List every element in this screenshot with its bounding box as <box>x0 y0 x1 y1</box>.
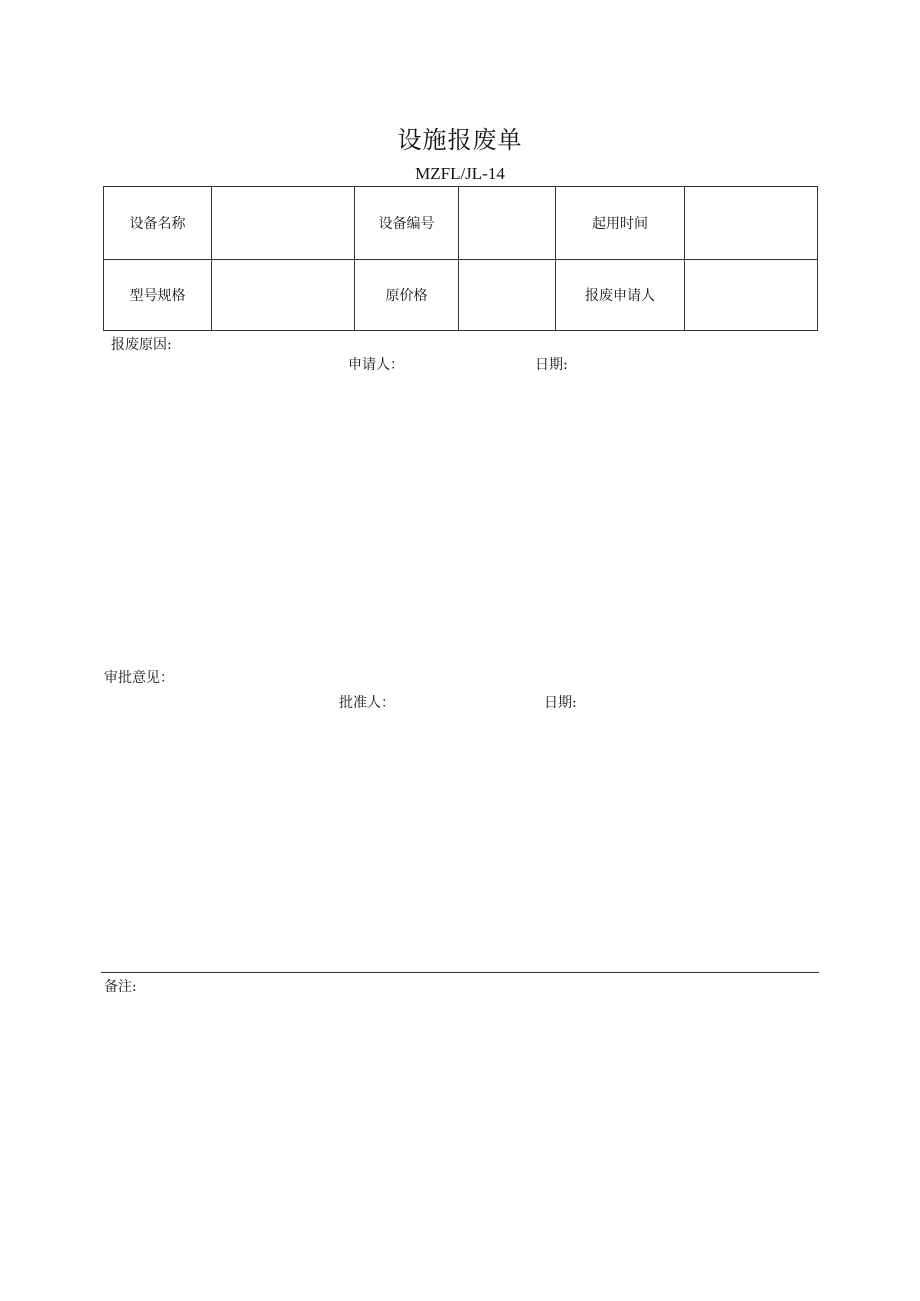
equipment-info-table <box>103 186 818 331</box>
remarks-divider <box>101 972 819 973</box>
table-row <box>104 260 818 331</box>
original-price-field[interactable] <box>459 260 556 331</box>
reason-date-label: 日期: <box>535 357 568 373</box>
model-spec-label: 型号规格 <box>104 260 212 331</box>
approval-opinion-label: 审批意见： <box>104 670 174 686</box>
start-date-field[interactable] <box>685 187 818 260</box>
equipment-number-field[interactable] <box>459 187 556 260</box>
page-title: 设施报废单 <box>397 126 523 154</box>
original-price-label: 原价格 <box>355 260 459 331</box>
scrap-applicant-field[interactable] <box>685 260 818 331</box>
document-code: MZFL/JL-14 <box>415 164 505 183</box>
start-date-label: 起用时间 <box>556 187 685 260</box>
table-row <box>104 187 818 260</box>
equipment-name-label: 设备名称 <box>104 187 212 260</box>
reason-applicant-label: 申请人： <box>348 357 404 373</box>
approval-date-label: 日期: <box>544 695 577 711</box>
approver-label: 批准人： <box>339 695 395 711</box>
equipment-name-field[interactable] <box>212 187 355 260</box>
equipment-number-label: 设备编号 <box>355 187 459 260</box>
scrap-reason-label: 报废原因: <box>111 337 172 353</box>
scrap-applicant-label: 报废申请人 <box>556 260 685 331</box>
remarks-label: 备注: <box>104 979 137 995</box>
model-spec-field[interactable] <box>212 260 355 331</box>
